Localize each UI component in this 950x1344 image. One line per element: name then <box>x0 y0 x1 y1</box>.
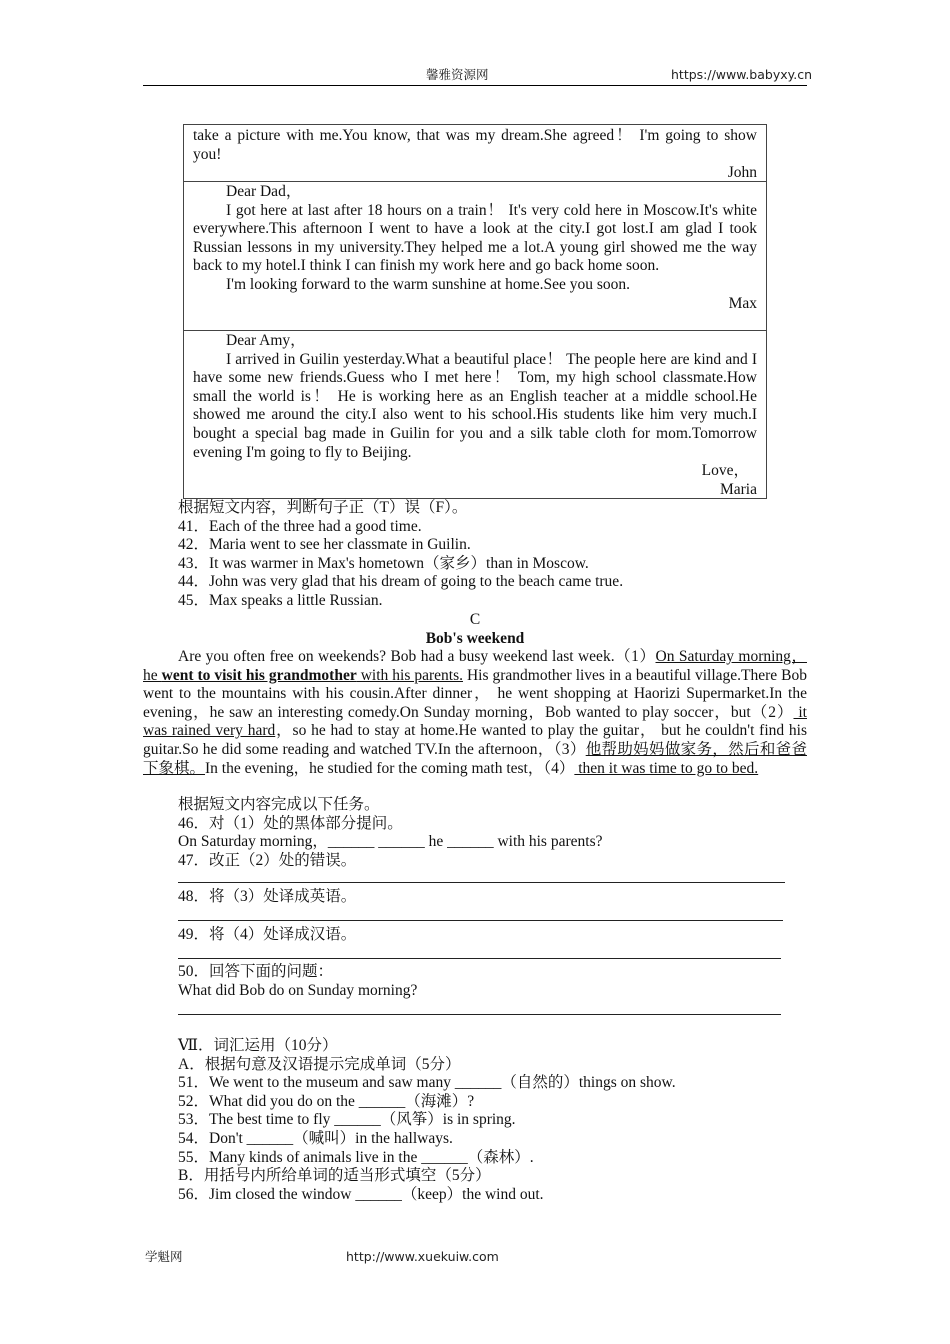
letter-max-body: I got here at last after 18 hours on a train！ It's very cold here in Moscow.It's white everywhere.This afternoon I went to have a look at the city.I got lost.I am glad I took Russian lessons in my university.They helped me a lot.A young girl showed me the way back to my hotel.I think I can finish my work here and go back home soon. <box>193 201 757 275</box>
passage-sentence: Are you often free on weekends? Bob had a busy weekend last week.（1） <box>178 648 656 665</box>
answer-line-49[interactable] <box>178 958 781 959</box>
answer-line-50[interactable] <box>178 1014 781 1015</box>
vocab-title: Ⅶ．词汇运用（10分） <box>178 1037 338 1054</box>
letter-john <box>183 124 767 182</box>
vocab-section <box>178 1037 676 1204</box>
letter-max-greeting: Dear Dad， <box>226 183 302 200</box>
vocab-item: 56．Jim closed the window ______（keep）the wind out. <box>178 1185 544 1203</box>
footer-site-url[interactable]: http://www.xuekuiw.com <box>346 1249 499 1264</box>
tf-section <box>178 499 623 611</box>
passage-underline-1c: with his parents. <box>356 666 463 684</box>
tasks-instruction: 根据短文内容完成以下任务。 <box>178 796 380 813</box>
letter-max-signature: Max <box>728 294 757 312</box>
passage-sentence: In the evening，he studied for the coming math test，（4） <box>205 759 575 777</box>
tf-item: 45．Max speaks a little Russian. <box>178 591 383 609</box>
letter-maria-body: I arrived in Guilin yesterday.What a beautiful place！ The people here are kind and I have some new friends.Guess who I met here！ Tom, my high school classmate.How small the world is！ He is working here as an English teacher at a middle school.He showed me around the city.I also went to his school.His students like him very much.I bought a special bag made in Guilin for you and a silk table cloth for mom.Tomorrow evening I'm going to fly to Beijing. <box>193 350 757 461</box>
passage-underline-1a: On Saturday morning，he <box>143 648 807 684</box>
letter-max-body2: I'm looking forward to the warm sunshine at home.See you soon. <box>226 275 630 293</box>
letter-maria <box>183 330 767 499</box>
letter-john-body: take a picture with me.You know, that was my dream.She agreed！ I'm going to show you! <box>193 127 757 163</box>
tf-item: 42．Maria went to see her classmate in Guilin. <box>178 536 471 554</box>
tasks-section <box>178 796 602 870</box>
task-50: 50．回答下面的问题： <box>178 963 334 980</box>
passage-underline-4: then it was time to go to bed. <box>574 759 759 777</box>
header-divider <box>143 85 807 86</box>
tf-instruction: 根据短文内容，判断句子正（T）误（F）。 <box>178 499 468 516</box>
header-site-url[interactable]: https://www.babyxy.cn <box>671 67 813 82</box>
passage-body <box>143 648 807 778</box>
passage-underline-3: 他帮助妈妈做家务，然后和爸爸下象棋。 <box>143 740 807 777</box>
footer-site-name: 学魁网 <box>145 1249 183 1264</box>
tf-item: 43．It was warmer in Max's hometown（家乡）than in Moscow. <box>178 554 589 572</box>
letter-maria-closing: Love， <box>701 462 749 480</box>
passage-sentence: ，so he had to stay at home.He wanted to play the guitar， but he couldn't find his guitar.So he did some reading and watched TV.In the afternoon，（3） <box>143 722 807 758</box>
answer-line-48[interactable] <box>178 920 783 921</box>
task-49: 49．将（4）处译成汉语。 <box>178 926 357 943</box>
letter-maria-signature: Maria <box>719 480 757 498</box>
vocab-item: 53．The best time to fly ______（风筝）is in spring. <box>178 1111 516 1129</box>
passage-underline-2: it was rained very hard <box>143 703 807 740</box>
passage-title: Bob's weekend <box>425 630 525 647</box>
answer-line-47[interactable] <box>178 882 785 883</box>
letter-maria-greeting: Dear Amy， <box>226 332 306 349</box>
vocab-part-a: A．根据句意及汉语提示完成单词（5分） <box>178 1055 461 1073</box>
tf-item: 41．Each of the three had a good time. <box>178 517 422 535</box>
task-48: 48．将（3）处译成英语。 <box>178 888 357 905</box>
passage-sentence: His grandmother lives in a beautiful village.There Bob went to the mountains with his cousin.After dinner， he went shopping at Haorizi Supermarket.In the evening，he saw an interesting comedy.On Sunday morning，Bob wanted to play soccer，but（2） <box>143 666 807 721</box>
tf-item: 44．John was very glad that his dream of going to the beach came true. <box>178 573 624 591</box>
task-47: 47．改正（2）处的错误。 <box>178 851 357 869</box>
vocab-item: 55．Many kinds of animals live in the ______（森林）. <box>178 1148 534 1166</box>
passage-bold-phrase: went to visit his grandmother <box>161 666 357 684</box>
letter-john-signature: John <box>727 164 757 182</box>
vocab-item: 52．What did you do on the ______（海滩）? <box>178 1092 475 1110</box>
vocab-part-b: B．用括号内所给单词的适当形式填空（5分） <box>178 1167 491 1185</box>
vocab-item: 51．We went to the museum and saw many ______（自然的）things on show. <box>178 1074 676 1092</box>
header-site-name: 馨雅资源网 <box>426 67 489 82</box>
task-46-fill: On Saturday morning，______ ______ he ______ with his parents? <box>178 833 603 851</box>
task-50-question: What did Bob do on Sunday morning? <box>178 982 418 999</box>
task-46: 46．对（1）处的黑体部分提问。 <box>178 814 403 832</box>
vocab-item: 54．Don't ______（喊叫）in the hallways. <box>178 1129 453 1147</box>
letter-max <box>183 181 767 331</box>
passage-label: C <box>469 611 481 628</box>
